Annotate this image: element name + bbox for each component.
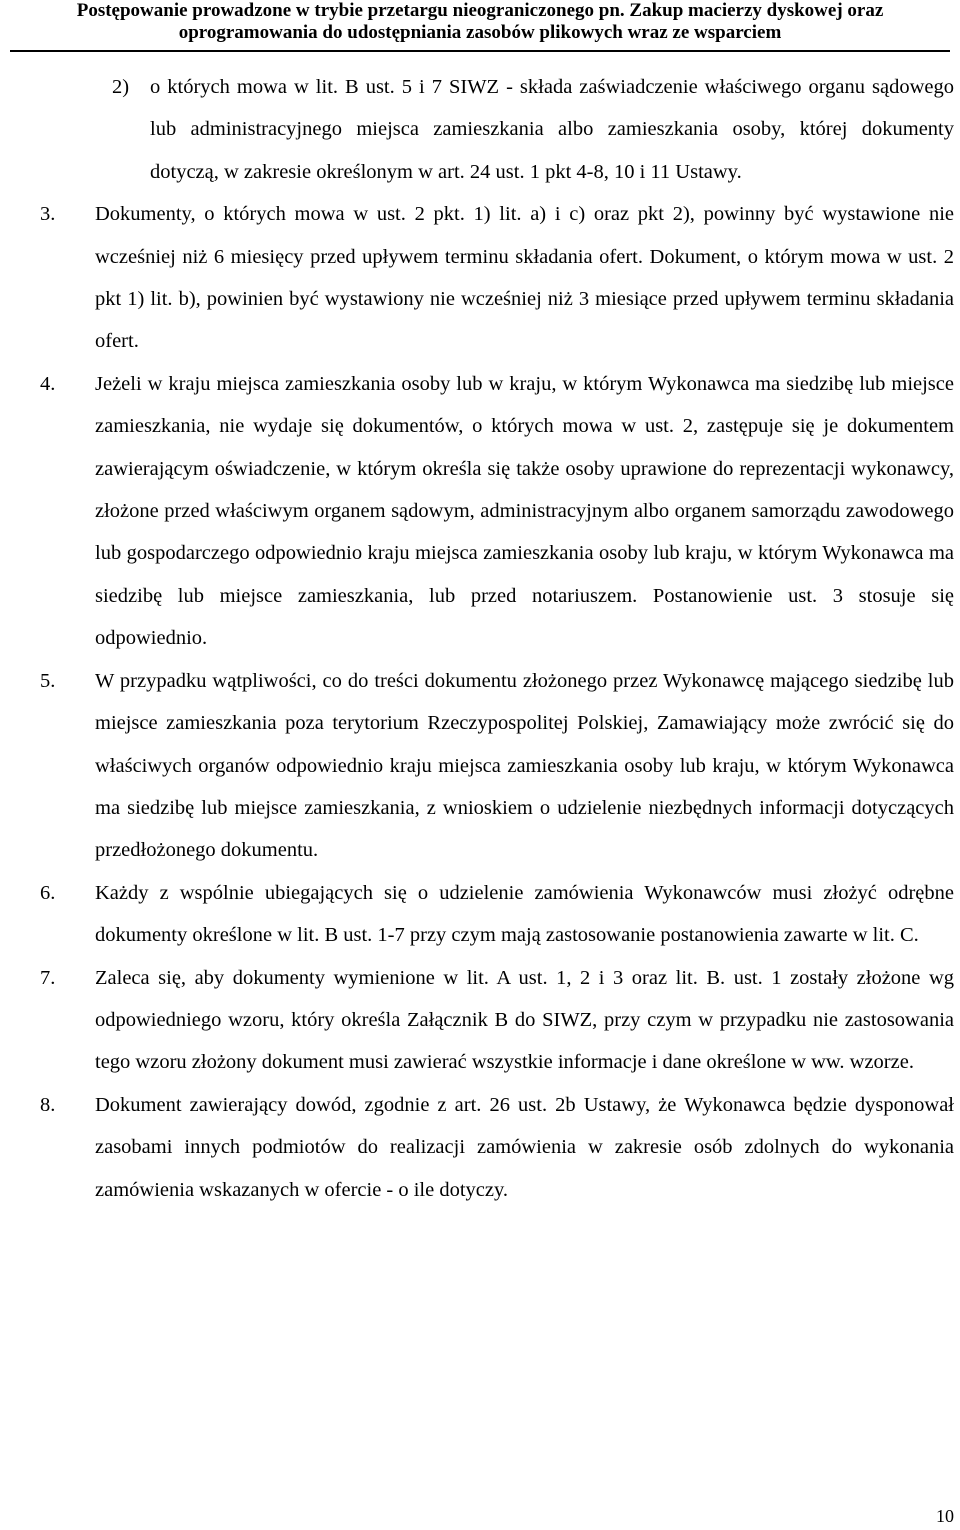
header-line-1: Postępowanie prowadzone w trybie przetargu nieograniczonego pn. Zakup macierzy dyskowej oraz — [76, 0, 884, 21]
list-item-text: W przypadku wątpliwości, co do treści dokumentu złożonego przez Wykonawcę mającego siedzibę lub miejsce zamieszkania poza terytorium Rzeczypospolitej Polskiej, Zamawiający może zwrócić się do właściwych organów odpowiednio kraju miejsca zamieszkania osoby lub kraju, w którym Wykonawca ma siedzibę lub miejsce zamieszkania, z wnioskiem o udzielenie niezbędnych informacji dotyczących przedłożonego dokumentu. — [95, 669, 954, 862]
page-number: 10 — [936, 1506, 954, 1526]
header-line-2: oprogramowania do udostępniania zasobów plikowych wraz ze wsparciem — [178, 22, 782, 43]
list-item-number: 7. — [40, 966, 56, 989]
page-header — [0, 0, 960, 44]
sub-item-text: o których mowa w lit. B ust. 5 i 7 SIWZ - składa zaświadczenie właściwego organu sądowego lub administracyjnego miejsca zamieszkania albo zamieszkania osoby, której dokumenty dotyczą, w zakresie określonym w art. 24 ust. 1 pkt 4-8, 10 i 11 Ustawy. — [150, 76, 954, 183]
list-item-text: Zaleca się, aby dokumenty wymienione w lit. A ust. 1, 2 i 3 oraz lit. B. ust. 1 zostały złożone wg odpowiedniego wzoru, który określa Załącznik B do SIWZ, przy czym w przypadku nie zastosowania tego wzoru złożony dokument musi zawierać wszystkie informacje i dane określone w ww. wzorze. — [95, 966, 954, 1074]
list-item-8 — [40, 1084, 954, 1211]
list-item-number: 6. — [40, 881, 56, 904]
list-item-number: 5. — [40, 669, 56, 692]
list-item-text: Jeżeli w kraju miejsca zamieszkania osoby lub w kraju, w którym Wykonawca ma siedzibę lub miejsce zamieszkania, nie wydaje się dokumentów, o których mowa w ust. 2, zastępuje się je dokumentem zawierającym oświadczenie, w którym określa się także osoby uprawione do reprezentacji wykonawcy, złożone przed właściwym organem sądowym, administracyjnym albo organem samorządu zawodowego lub gospodarczego odpowiednio kraju miejsca zamieszkania osoby lub kraju, w którym Wykonawca ma siedzibę lub miejsce zamieszkania, lub przed notariuszem. Postanowienie ust. 3 stosuje się odpowiednio. — [95, 372, 954, 650]
list-item-text: Dokumenty, o których mowa w ust. 2 pkt. 1) lit. a) i c) oraz pkt 2), powinny być wystawione nie wcześniej niż 6 miesięcy przed upływem terminu składania ofert. Dokument, o którym mowa w ust. 2 pkt 1) lit. b), powinien być wystawiony nie wcześniej niż 3 miesiące przed upływem terminu składania ofert. — [95, 203, 954, 353]
sub-item-2 — [40, 66, 954, 193]
list-item-4 — [40, 363, 954, 660]
list-item-text: Każdy z wspólnie ubiegających się o udzielenie zamówienia Wykonawców musi złożyć odrębne dokumenty określone w lit. B ust. 1-7 przy czym mają zastosowanie postanowienia zawarte w lit. C. — [95, 881, 954, 947]
list-item-6 — [40, 872, 954, 957]
list-item-number: 3. — [40, 203, 56, 226]
list-item-5 — [40, 660, 954, 872]
sub-item-number: 2) — [112, 76, 130, 98]
header-divider — [10, 50, 950, 52]
list-item-7 — [40, 957, 954, 1084]
list-item-number: 4. — [40, 372, 56, 395]
list-item-3 — [40, 193, 954, 363]
list-item-number: 8. — [40, 1093, 56, 1116]
list-item-text: Dokument zawierający dowód, zgodnie z art. 26 ust. 2b Ustawy, że Wykonawca będzie dysponował zasobami innych podmiotów do realizacji zamówienia w zakresie osób zdolnych do wykonania zamówienia wskazanych w ofercie - o ile dotyczy. — [95, 1093, 954, 1201]
document-body — [40, 66, 954, 1211]
